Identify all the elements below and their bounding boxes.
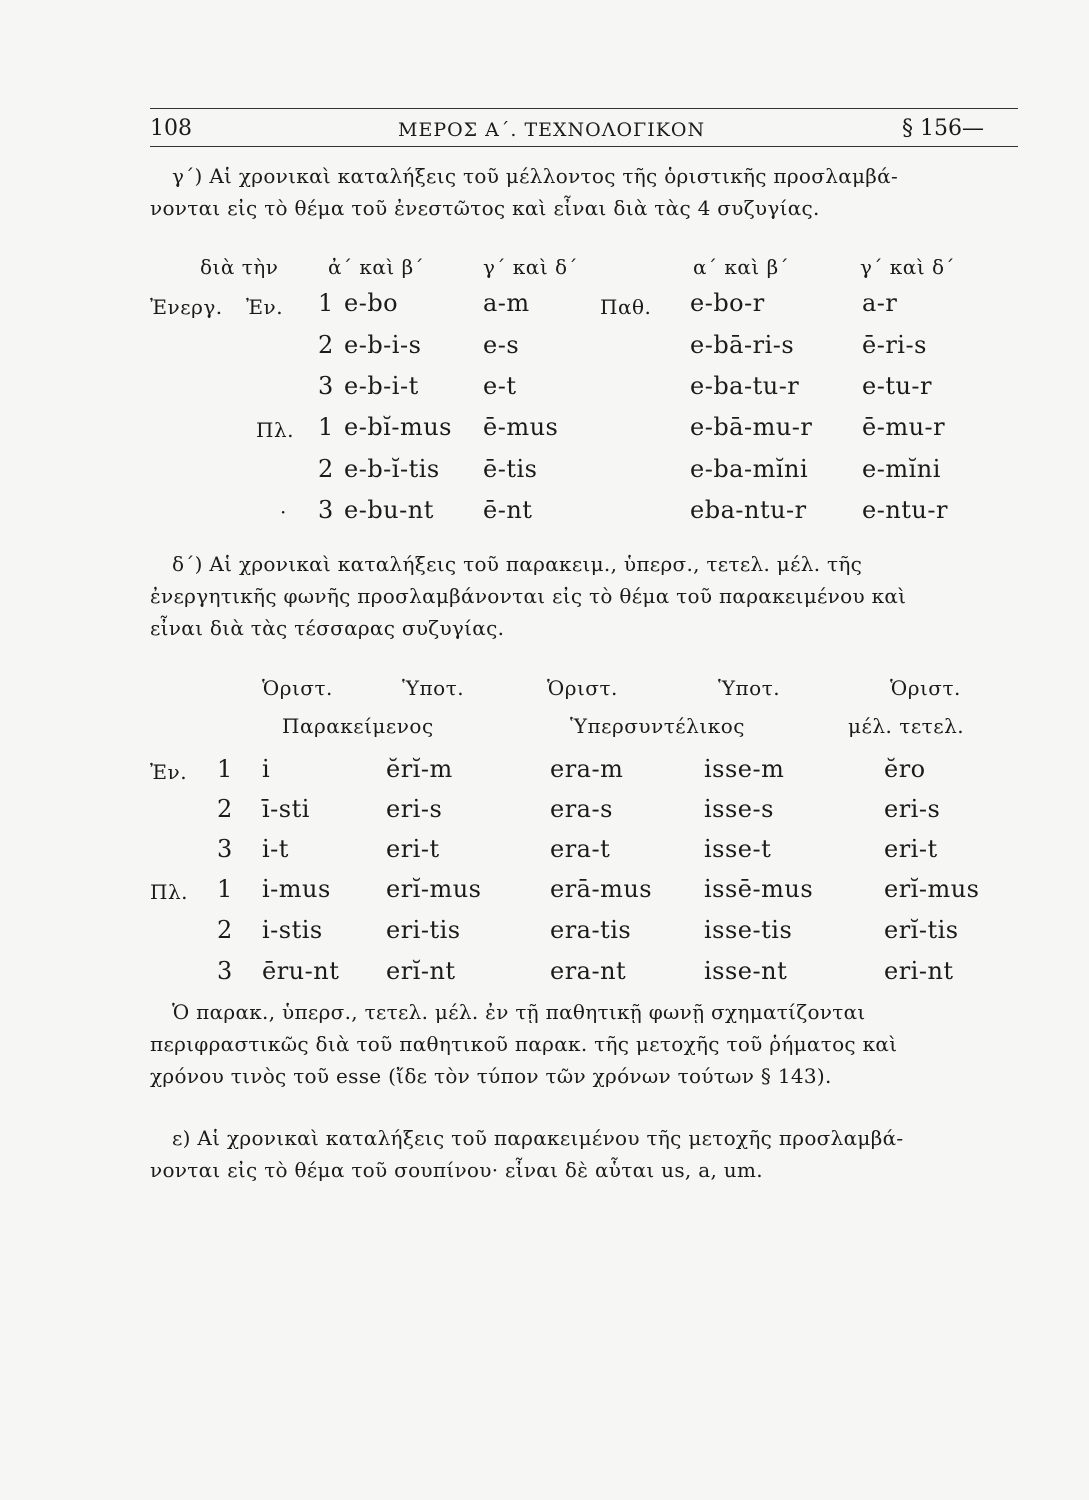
paragraph-line: ε) Αἱ χρονικαὶ καταλήξεις τοῦ παρακειμένου τῆς μετοχῆς προσλαμβά-: [172, 1126, 904, 1150]
person-number: 2: [318, 331, 334, 359]
number-label-plural: Πλ.: [256, 418, 294, 442]
table-cell: issē-mus: [704, 875, 814, 903]
table-cell: e-b-ĭ-tis: [344, 455, 440, 483]
paragraph-delta: [150, 548, 1008, 644]
table-cell: erĭ-mus: [884, 875, 980, 903]
table-cell: erĭ-tis: [884, 916, 959, 944]
person-number: 2: [217, 916, 233, 944]
mood-header: Ὁριστ.: [547, 676, 618, 700]
person-number: 1: [217, 875, 233, 903]
number-label-singular: Ἐν.: [150, 760, 188, 784]
table-cell: e-bĭ-mus: [344, 413, 452, 441]
table-cell: eba-ntu-r: [690, 496, 807, 524]
table-cell: era-m: [550, 755, 624, 783]
table-cell: ĕrĭ-m: [386, 755, 453, 783]
voice-label-active: Ἐνεργ.: [150, 295, 223, 319]
table-cell: ēru-nt: [262, 957, 340, 985]
tense-header-perfect: Παρακείμενος: [282, 714, 434, 738]
table-cell: e-ntu-r: [862, 496, 948, 524]
col-header-passive-ab: α΄ καὶ β΄: [693, 255, 790, 279]
table-cell: e-bu-nt: [344, 496, 434, 524]
table-cell: isse-nt: [704, 957, 788, 985]
number-label-plural: Πλ.: [150, 880, 188, 904]
table-cell: e-s: [483, 331, 520, 359]
paragraph-line: δ΄) Αἱ χρονικαὶ καταλήξεις τοῦ παρακειμ., ὑπερσ., τετελ. μέλ. τῆς: [172, 552, 863, 576]
voice-label-passive: Παθ.: [600, 295, 652, 319]
table-cell: isse-m: [704, 755, 785, 783]
table-cell: e-ba-tu-r: [690, 372, 800, 400]
table-cell: ē-nt: [483, 496, 533, 524]
table-cell: i-mus: [262, 875, 331, 903]
section-mark: § 156—: [902, 116, 984, 141]
paragraph-line: Ὁ παρακ., ὑπερσ., τετελ. μέλ. ἐν τῇ παθητικῇ φωνῇ σχηματίζονται: [172, 1000, 866, 1024]
table-cell: e-bo: [344, 289, 399, 317]
table-cell: eri-t: [386, 835, 440, 863]
header-rule-bottom: [150, 146, 1018, 147]
table-cell: eri-s: [386, 795, 443, 823]
paragraph-gamma: [150, 160, 1008, 224]
table-cell: a-m: [483, 289, 530, 317]
mood-header: Ὑποτ.: [718, 676, 781, 700]
person-number: 1: [318, 413, 334, 441]
person-number: 2: [217, 795, 233, 823]
col-header-passive-gd: γ΄ καὶ δ΄: [860, 255, 956, 279]
table-cell: eri-nt: [884, 957, 954, 985]
tense-header-future-perfect: μέλ. τετελ.: [848, 714, 965, 738]
paragraph-line: ἐνεργητικῆς φωνῆς προσλαμβάνονται εἰς τὸ θέμα τοῦ παρακειμένου καὶ: [150, 584, 907, 608]
table-cell: isse-s: [704, 795, 774, 823]
person-number: 3: [318, 496, 334, 524]
person-number: 1: [318, 289, 334, 317]
number-label-singular: Ἐν.: [246, 295, 284, 319]
table-cell: i-t: [262, 835, 289, 863]
table-cell: e-tu-r: [862, 372, 932, 400]
table-cell: i-stis: [262, 916, 323, 944]
tense-header-pluperfect: Ὑπερσυντέλικος: [570, 714, 745, 738]
person-number: 2: [318, 455, 334, 483]
table-cell: erĭ-mus: [386, 875, 482, 903]
table-cell: erā-mus: [550, 875, 653, 903]
page-number: 108: [150, 116, 192, 141]
row-mark: ·: [280, 500, 287, 524]
col-intro-label: διὰ τὴν: [200, 255, 279, 279]
table-cell: eri-s: [884, 795, 941, 823]
table-cell: era-tis: [550, 916, 632, 944]
table-cell: ĕro: [884, 755, 926, 783]
paragraph-line: χρόνου τινὸς τοῦ esse (ἴδε τὸν τύπον τῶν χρόνων τούτων § 143).: [150, 1064, 832, 1088]
table-cell: e-bā-mu-r: [690, 413, 813, 441]
table-cell: ē-tis: [483, 455, 538, 483]
person-number: 3: [318, 372, 334, 400]
table-cell: isse-tis: [704, 916, 793, 944]
table-cell: isse-t: [704, 835, 772, 863]
mood-header: Ὁριστ.: [890, 676, 961, 700]
table-cell: era-s: [550, 795, 613, 823]
col-header-active-ab: ἀ΄ καὶ β΄: [328, 255, 425, 279]
table-cell: era-nt: [550, 957, 627, 985]
mood-header: Ὑποτ.: [402, 676, 465, 700]
header-rule-top: [150, 108, 1018, 109]
paragraph-line: εἶναι διὰ τὰς τέσσαρας συζυγίας.: [150, 616, 505, 640]
paragraph-epsilon: [150, 1122, 1008, 1186]
table-cell: erĭ-nt: [386, 957, 456, 985]
paragraph-line: νονται εἰς τὸ θέμα τοῦ ἐνεστῶτος καὶ εἶναι διὰ τὰς 4 συζυγίας.: [150, 196, 820, 220]
table-cell: a-r: [862, 289, 898, 317]
table-cell: eri-t: [884, 835, 938, 863]
table-cell: ē-mus: [483, 413, 559, 441]
paragraph-line: περιφραστικῶς διὰ τοῦ παθητικοῦ παρακ. τῆς μετοχῆς τοῦ ῥήματος καὶ: [150, 1032, 898, 1056]
table-cell: e-bā-ri-s: [690, 331, 795, 359]
table-cell: e-b-i-s: [344, 331, 422, 359]
person-number: 3: [217, 957, 233, 985]
table-cell: e-mĭni: [862, 455, 941, 483]
col-header-active-gd: γ΄ καὶ δ΄: [483, 255, 579, 279]
person-number: 3: [217, 835, 233, 863]
table-cell: ē-mu-r: [862, 413, 946, 441]
paragraph-line: νονται εἰς τὸ θέμα τοῦ σουπίνου· εἶναι δὲ αὗται us, a, um.: [150, 1158, 763, 1182]
table-cell: e-bo-r: [690, 289, 765, 317]
paragraph-line: γ΄) Αἱ χρονικαὶ καταλήξεις τοῦ μέλλοντος τῆς ὁριστικῆς προσλαμβά-: [172, 164, 899, 188]
person-number: 1: [217, 755, 233, 783]
mood-header: Ὁριστ.: [262, 676, 333, 700]
table-cell: ē-ri-s: [862, 331, 927, 359]
table-cell: e-ba-mĭni: [690, 455, 809, 483]
table-cell: e-t: [483, 372, 517, 400]
table-cell: ī-sti: [262, 795, 310, 823]
table-cell: e-b-i-t: [344, 372, 419, 400]
paragraph-passive: [150, 996, 1008, 1092]
table-cell: eri-tis: [386, 916, 461, 944]
table-cell: era-t: [550, 835, 611, 863]
table-cell: i: [262, 755, 271, 783]
running-title: ΜΕΡΟΣ Α΄. ΤΕΧΝΟΛΟΓΙΚΟΝ: [398, 119, 706, 141]
